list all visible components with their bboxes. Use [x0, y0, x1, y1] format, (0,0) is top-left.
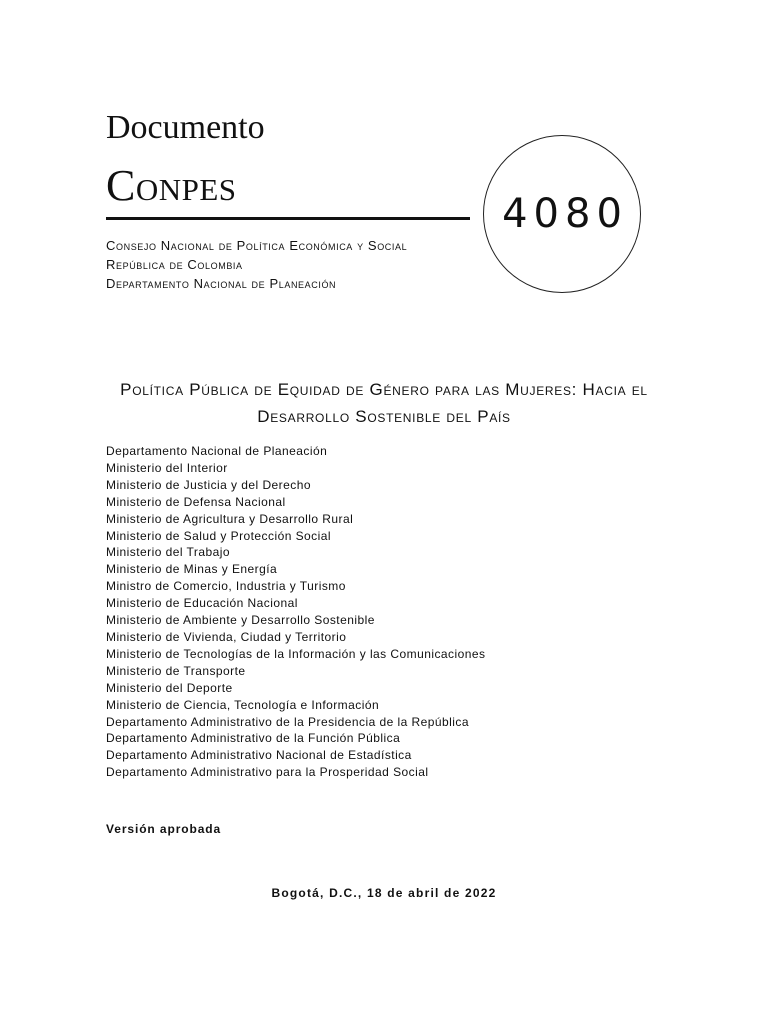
entity-item: Ministerio del Interior	[106, 460, 228, 475]
document-label: Documento	[106, 109, 265, 146]
entity-item: Ministerio de Ambiente y Desarrollo Sostenible	[106, 613, 375, 628]
entity-item: Departamento Administrativo de la Función Pública	[106, 731, 401, 746]
entity-item: Ministerio de Ciencia, Tecnología e Información	[106, 697, 380, 712]
institution-line-council: Consejo Nacional de Política Económica y Social	[106, 238, 408, 253]
place-and-date: Bogotá, D.C., 18 de abril de 2022	[271, 886, 497, 900]
entity-item: Departamento Administrativo para la Prosperidad Social	[106, 765, 429, 780]
participating-entities-list	[106, 443, 485, 781]
entity-item: Ministerio de Tecnologías de la Información y las Comunicaciones	[106, 646, 486, 661]
entity-item: Ministerio del Trabajo	[106, 545, 230, 560]
entity-item: Ministerio de Vivienda, Ciudad y Territorio	[106, 629, 347, 644]
entity-item: Ministerio de Salud y Protección Social	[106, 528, 331, 543]
institution-line-department: Departamento Nacional de Planeación	[106, 276, 337, 291]
entity-item: Ministerio de Transporte	[106, 663, 246, 678]
conpes-label: Conpes	[106, 161, 237, 210]
entity-item: Ministerio de Educación Nacional	[106, 596, 298, 611]
entity-item: Ministerio del Deporte	[106, 680, 233, 695]
version-status: Versión aprobada	[106, 822, 222, 836]
entity-item: Departamento Administrativo de la Presidencia de la República	[106, 714, 469, 729]
entity-item: Ministerio de Defensa Nacional	[106, 494, 286, 509]
title-rule-divider	[106, 217, 470, 220]
institution-line-republic: República de Colombia	[106, 257, 243, 272]
entity-item: Ministerio de Justicia y del Derecho	[106, 477, 311, 492]
document-number: 4080	[502, 191, 628, 237]
entity-item: Departamento Administrativo Nacional de Estadística	[106, 748, 412, 763]
document-title: Política Pública de Equidad de Género para las Mujeres: Hacia el Desarrollo Sostenible del País	[120, 380, 648, 426]
entity-item: Ministerio de Minas y Energía	[106, 562, 278, 577]
entity-item: Ministerio de Agricultura y Desarrollo Rural	[106, 511, 354, 526]
entity-item: Departamento Nacional de Planeación	[106, 444, 328, 458]
entity-item: Ministro de Comercio, Industria y Turismo	[106, 579, 346, 594]
